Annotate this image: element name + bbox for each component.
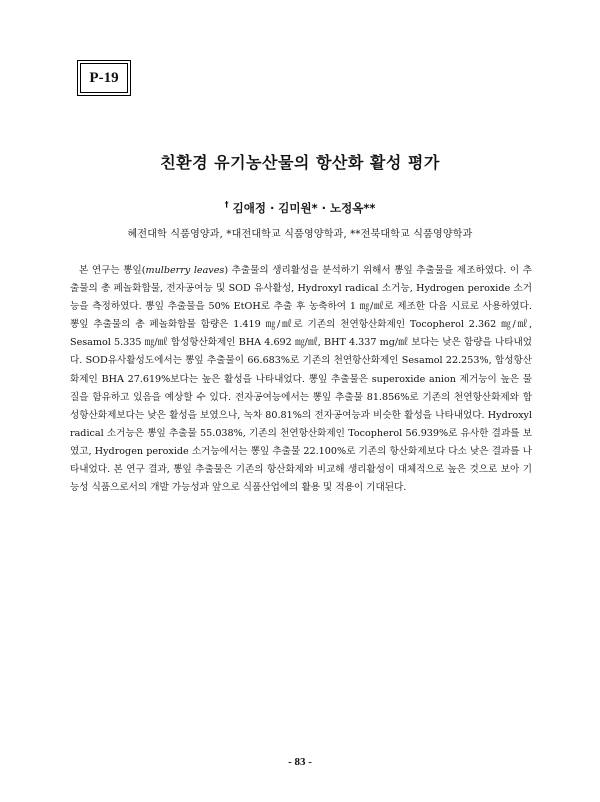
- presentation-code: P-19: [89, 69, 119, 86]
- abstract-italic-term: mulberry leaves: [145, 265, 225, 276]
- author-names: 김애정 · 김미원* · 노정옥**: [232, 201, 376, 215]
- abstract-body: [70, 262, 532, 497]
- abstract-text-start: 본 연구는 뽕잎(: [79, 265, 146, 276]
- corresponding-author-mark: †: [224, 200, 229, 210]
- paper-title: 친환경 유기농산물의 항산화 활성 평가: [160, 153, 440, 172]
- presentation-code-box: [80, 63, 128, 93]
- affiliations: 혜전대학 식품영양과, *대전대학교 식품영양학과, **전북대학교 식품영양학과: [127, 229, 473, 240]
- abstract-text-rest: ) 추출물의 생리활성을 분석하기 위해서 뽕잎 추출물을 제조하였다. 이 추출물의 총 페놀화합물, 전자공여능 및 SOD 유사활성, Hydroxyl radical 소거능, Hydrogen peroxide 소거능을 측정하였다. 뽕잎 추출물을 50% EtOH로 추출 후 농축하여 1 ㎎/㎖로 제조한 다음 시료로 사용하였다. 뽕잎 추출물의 총 페놀화합물 함량은 1.419 ㎎/㎖로 기존의 천연항산화제인 Tocopherol 2.362 ㎎/㎖, Sesamol 5.335 ㎎/㎖ 합성항산화제인 BHA 4.692 ㎎/㎖, BHT 4.337 mg/㎖ 보다는 낮은 함량을 나타내었다. SOD유사활성도에서는 뽕잎 추출물이 66.683%로 기존의 천연항산화제인 Sesamol 22.253%, 합성항산화제인 BHA 27.619%보다는 높은 활성을 나타내었다. 뽕잎 추출물은 superoxide anion 제거능이 높은 물질을 함유하고 있음을 예상할 수 있다. 전자공여능에서는 뽕잎 추출물 81.856%로 기존의 천연항산화제와 합성항산화제보다는 낮은 활성을 보였으나, 녹차 80.81%의 전자공여능과 비슷한 활성을 나타내었다. Hydroxyl radical 소거능은 뽕잎 추출물 55.038%, 기존의 천연항산화제인 Tocopherol 56.939%로 유사한 결과를 보였고, Hydrogen peroxide 소거능에서는 뽕잎 추출물 22.100%로 기존의 항산화제보다 다소 낮은 결과를 나타내었다. 본 연구 결과, 뽕잎 추출물은 기존의 항산화제와 비교해 생리활성이 대체적으로 높은 것으로 보아 기능성 식품으로서의 개발 가능성과 앞으로 식품산업에의 활용 및 적용이 기대된다.: [70, 265, 532, 494]
- page-number: - 83 -: [288, 756, 312, 768]
- author-line: [0, 200, 600, 216]
